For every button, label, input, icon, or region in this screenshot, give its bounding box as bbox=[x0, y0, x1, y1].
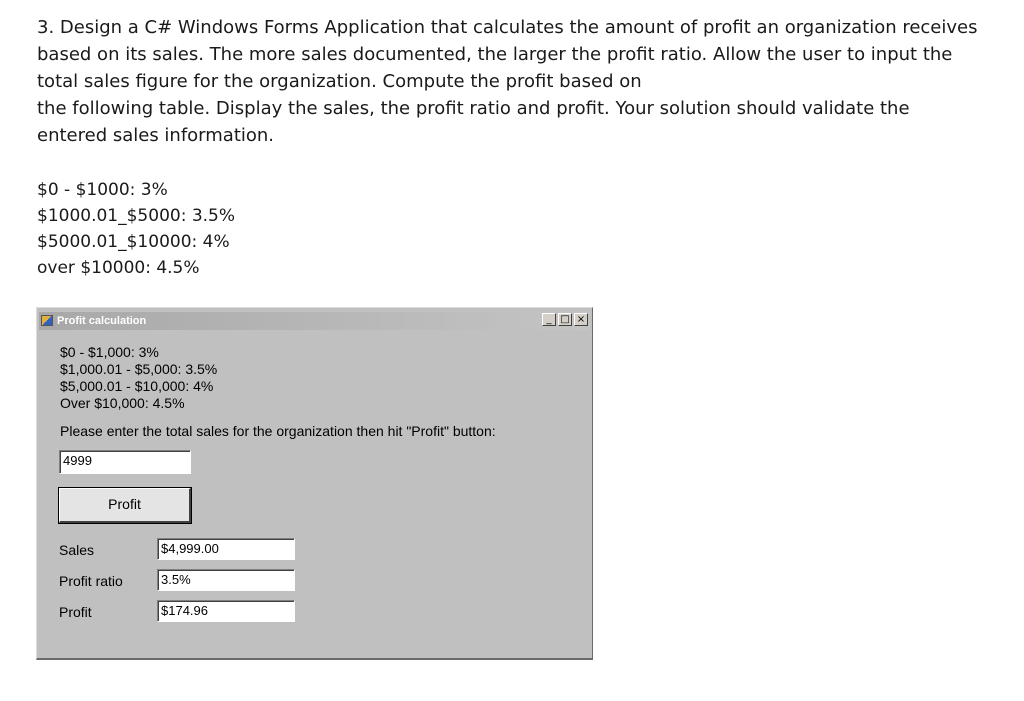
form-rate-list bbox=[60, 344, 217, 412]
rate-table bbox=[37, 177, 235, 281]
rate-line: $1000.01_$5000: 3.5% bbox=[37, 206, 236, 226]
form-rate-line: $5,000.01 - $10,000: 4% bbox=[60, 378, 214, 394]
form-rate-line: Over $10,000: 4.5% bbox=[60, 395, 185, 411]
question-line: 3. Design a C# Windows Forms Application that calculates the amount of profit an organization receives bbox=[37, 17, 978, 38]
minimize-button[interactable]: _ bbox=[542, 313, 556, 326]
rate-line: over $10000: 4.5% bbox=[37, 258, 200, 278]
profit-button[interactable]: Profit bbox=[59, 488, 191, 523]
close-button[interactable]: × bbox=[574, 313, 588, 326]
app-icon bbox=[41, 315, 53, 326]
question-line: based on its sales. The more sales documented, the larger the profit ratio. Allow the user to input the bbox=[37, 44, 953, 65]
rate-line: $0 - $1000: 3% bbox=[37, 180, 168, 200]
profit-output[interactable]: $174.96 bbox=[157, 600, 295, 622]
sales-prompt: Please enter the total sales for the organization then hit "Profit" button: bbox=[60, 423, 496, 439]
rate-line: $5000.01_$10000: 4% bbox=[37, 232, 230, 252]
profit-ratio-label: Profit ratio bbox=[59, 573, 123, 589]
title-bar[interactable] bbox=[39, 312, 590, 330]
profit-ratio-output[interactable]: 3.5% bbox=[157, 569, 295, 591]
question-line: the following table. Display the sales, the profit ratio and profit. Your solution should validate the bbox=[37, 98, 910, 119]
question-line: entered sales information. bbox=[37, 125, 275, 146]
profit-label: Profit bbox=[59, 604, 92, 620]
question-line: total sales figure for the organization. Compute the profit based on bbox=[37, 71, 642, 92]
window-title: Profit calculation bbox=[57, 315, 147, 327]
question-text bbox=[37, 14, 997, 149]
sales-label: Sales bbox=[59, 542, 95, 558]
sales-input[interactable]: 4999 bbox=[59, 450, 191, 474]
form-rate-line: $0 - $1,000: 3% bbox=[60, 344, 159, 360]
profit-calculation-window bbox=[36, 307, 593, 660]
form-rate-line: $1,000.01 - $5,000: 3.5% bbox=[60, 361, 218, 377]
sales-output[interactable]: $4,999.00 bbox=[157, 538, 295, 560]
window-controls bbox=[542, 313, 588, 326]
maximize-button[interactable]: □ bbox=[558, 313, 572, 326]
